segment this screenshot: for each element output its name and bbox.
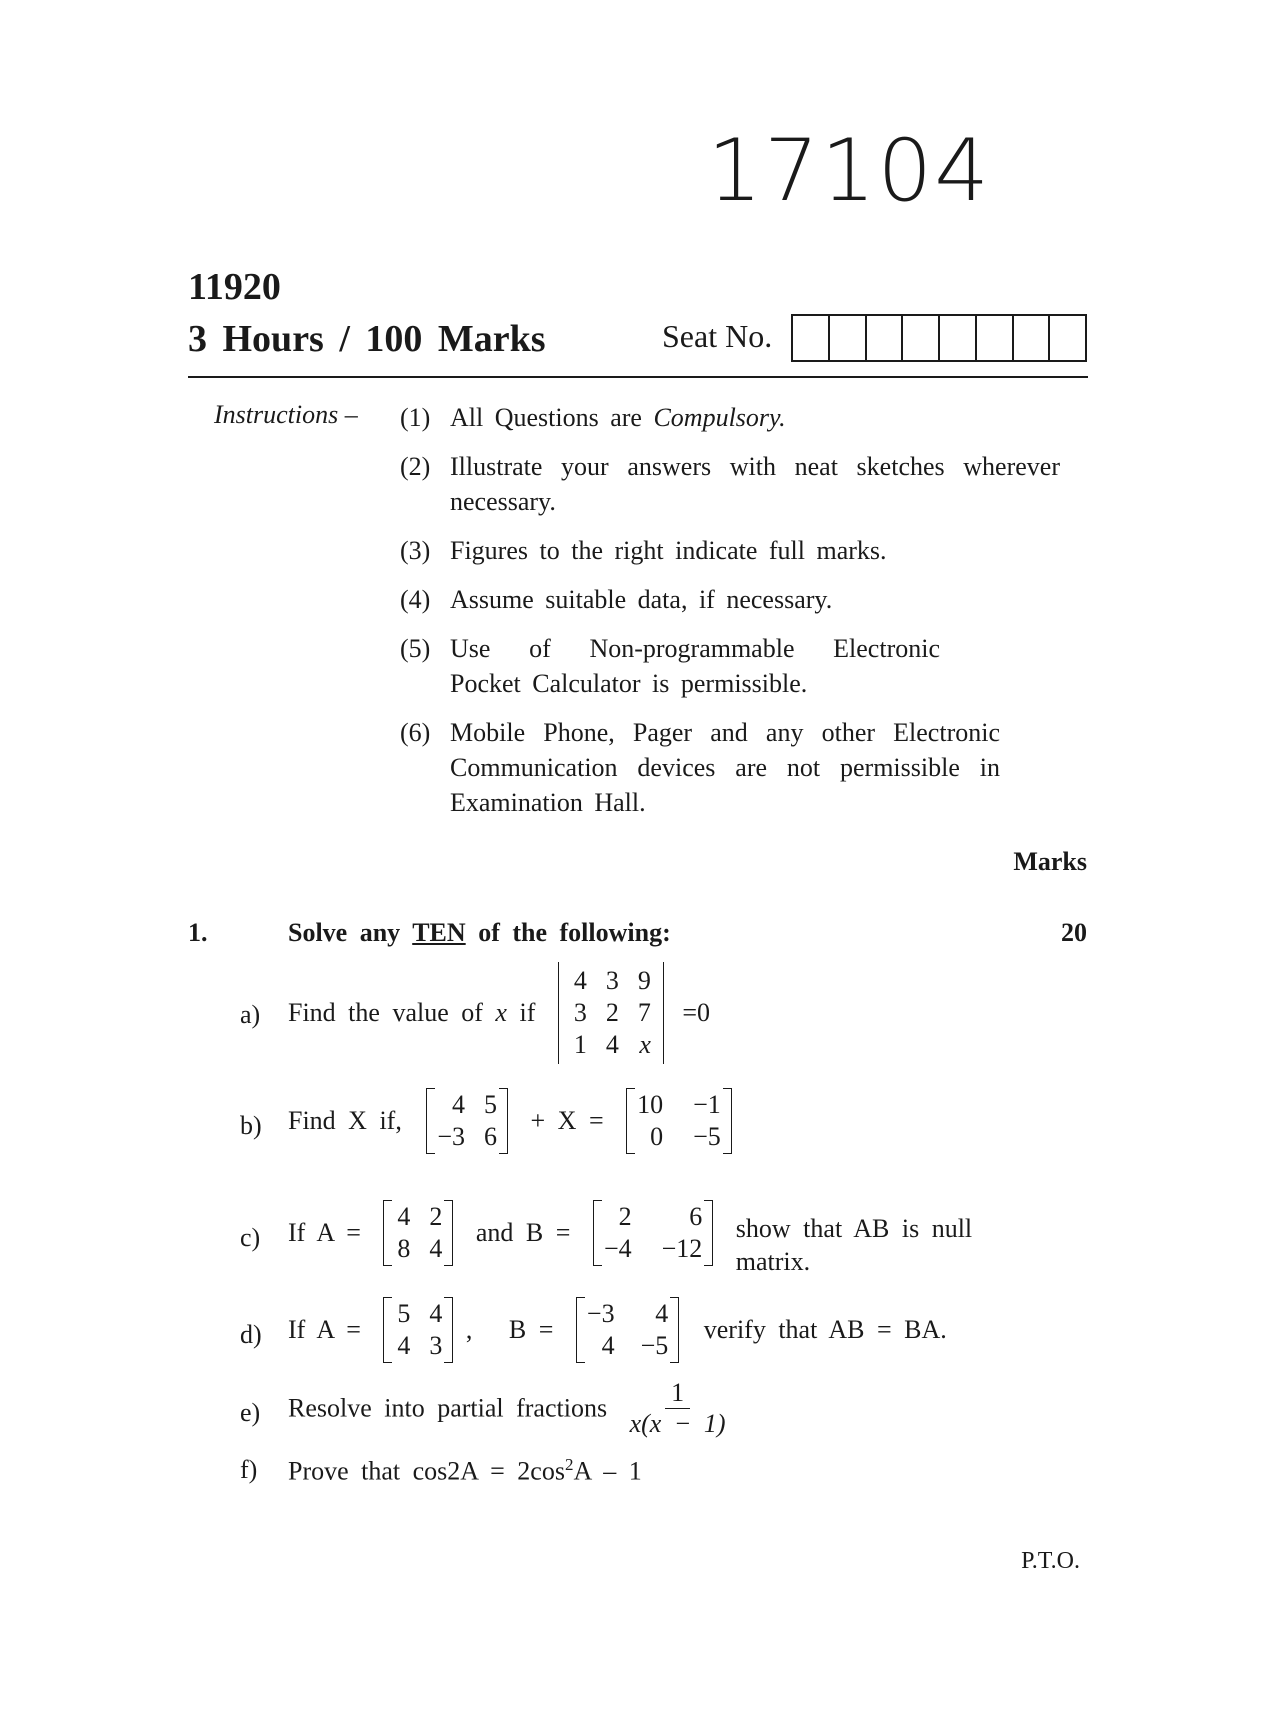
instruction-text: Figures to the right indicate full marks. [450, 536, 887, 565]
question-number: 1. [188, 918, 208, 947]
seat-digit-box[interactable] [828, 316, 865, 360]
subquestion-e: Resolve into partial fractions $\frac{1}{x(x - 1)}$ [288, 1378, 726, 1438]
subquestion-label: e) [240, 1398, 261, 1427]
instruction-number: (4) [400, 585, 431, 614]
matrix: 2 6 −4 −12 [593, 1200, 713, 1266]
instruction-text: All Questions are Compulsory. [450, 403, 786, 432]
seat-digit-box[interactable] [1048, 316, 1085, 360]
instruction-item [400, 715, 1000, 820]
instruction-number: (3) [400, 536, 431, 565]
seat-number-label: Seat No. [662, 318, 773, 354]
instruction-item [400, 582, 1060, 617]
seat-digit-box[interactable] [938, 316, 975, 360]
seat-number-boxes[interactable] [791, 314, 1087, 362]
header-divider [188, 376, 1088, 378]
instruction-number: (5) [400, 634, 431, 663]
subquestion-label: d) [240, 1320, 262, 1349]
instruction-item [400, 400, 1060, 435]
matrix: 10 −1 0 −5 [626, 1088, 732, 1154]
duration-marks: 3 Hours / 100 Marks [188, 318, 546, 360]
instruction-item [400, 631, 940, 701]
instruction-item [400, 449, 1060, 519]
instruction-number: (1) [400, 403, 431, 432]
subquestion-b: Find X if, 4 5 −3 6 + X = 10 −1 0 −5 [288, 1088, 732, 1154]
subquestion-d: If A = 5 4 4 3 , B = −3 4 4 −5 verify that AB = BA. [288, 1297, 947, 1363]
instruction-number: (6) [400, 718, 431, 747]
subquestion-label: f) [240, 1455, 258, 1484]
question-title: Solve any TEN of the following: [288, 918, 671, 947]
instruction-text: Assume suitable data, if necessary. [450, 585, 833, 614]
paper-code: 17104 [707, 121, 991, 221]
instruction-item [400, 533, 1060, 568]
subquestion-label: a) [240, 1000, 261, 1029]
seat-digit-box[interactable] [1012, 316, 1049, 360]
subquestion-a: Find the value of x if 4 3 9 3 2 7 1 4 x =0 [288, 962, 710, 1064]
seat-digit-box[interactable] [901, 316, 938, 360]
instructions-list [400, 400, 1060, 834]
marks-column-heading: Marks [1013, 847, 1087, 876]
seat-digit-box[interactable] [865, 316, 902, 360]
seat-digit-box[interactable] [975, 316, 1012, 360]
subquestion-label: b) [240, 1111, 262, 1140]
instruction-text: Mobile Phone, Pager and any other Electronic Communication devices are not permissible in Examination Hall. [450, 718, 1000, 817]
fraction: $\frac{1}{x(x - 1)}$ [629, 1378, 726, 1438]
instruction-text: Illustrate your answers with neat sketches wherever necessary. [450, 452, 1060, 516]
matrix: −3 4 4 −5 [576, 1297, 679, 1363]
subject-code: 11920 [188, 266, 281, 308]
determinant: 4 3 9 3 2 7 1 4 x [558, 962, 664, 1064]
subquestion-f: Prove that $\cos 2A = 2\cos^2A - 1$ [288, 1455, 642, 1486]
instructions-label: Instructions – [214, 400, 358, 429]
instruction-number: (2) [400, 452, 431, 481]
subquestion-c: If A = 4 2 8 4 and B = 2 6 −4 −12 show that AB is null matrix. [288, 1202, 973, 1276]
matrix: 4 5 −3 6 [426, 1088, 508, 1154]
instruction-text: Use of Non-programmable Electronic Pocket Calculator is permissible. [450, 634, 940, 698]
seat-digit-box[interactable] [793, 316, 828, 360]
question-marks: 20 [1061, 918, 1087, 947]
subquestion-label: c) [240, 1223, 261, 1252]
matrix: 4 2 8 4 [383, 1200, 453, 1266]
page-turn-over: P.T.O. [1021, 1548, 1080, 1574]
matrix: 5 4 4 3 [383, 1297, 453, 1363]
